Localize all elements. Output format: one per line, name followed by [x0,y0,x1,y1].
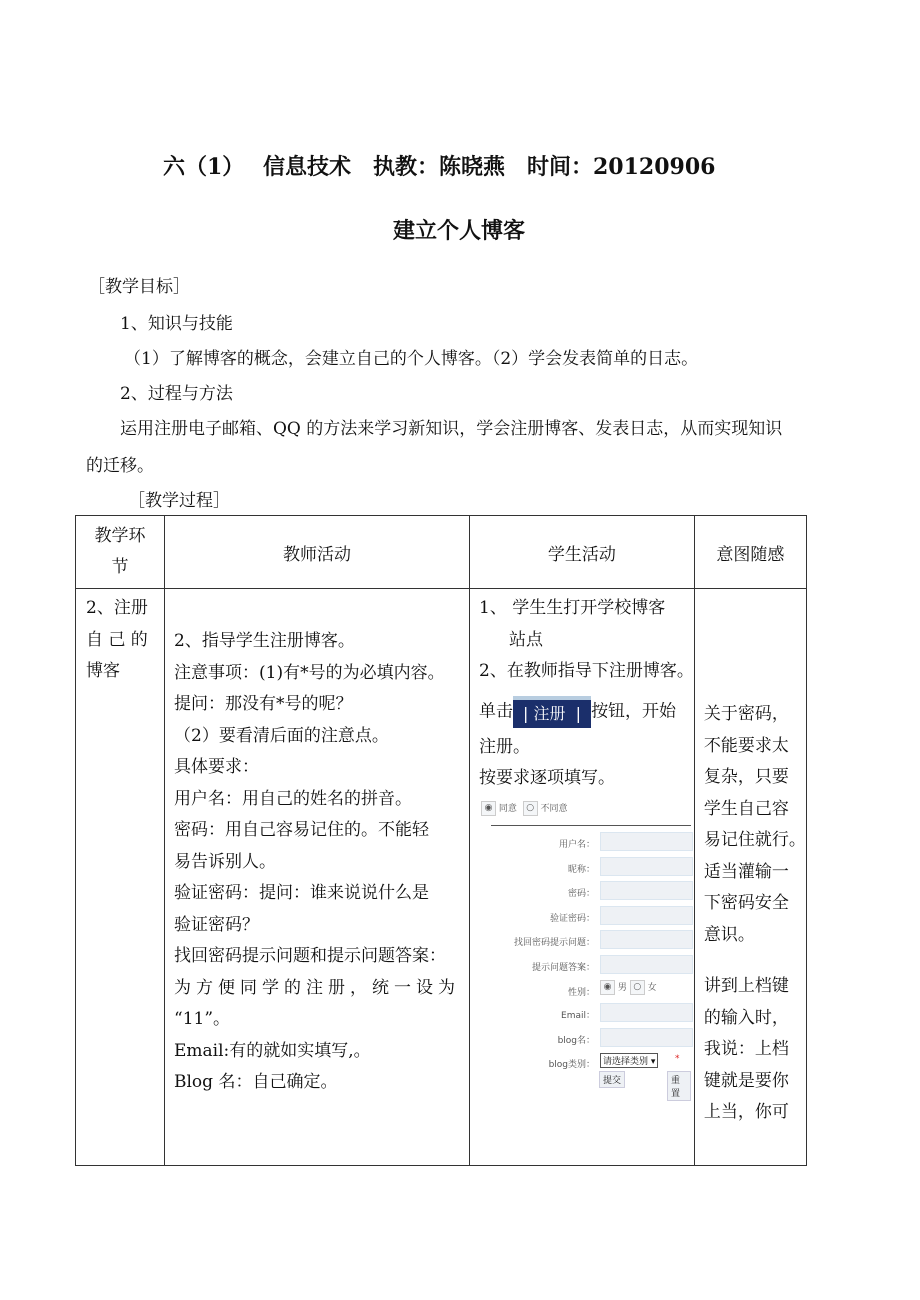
header-cell: 意图随感 [694,516,806,589]
header-line: 六（1） 信息技术 执教：陈晓燕 时间：20120906 [163,154,716,180]
header-stage-label: 教学环节 [94,525,146,577]
header-cell: 教师活动 [165,516,470,589]
stage-cell: 2、注册 自 己 的 博客 [76,589,165,1166]
goal-process: 2、过程与方法 [120,384,233,404]
register-button-image: | 注册 | [513,696,591,728]
lesson-table [75,515,807,1166]
teacher-activity-cell: 2、指导学生注册博客。 注意事项：(1)有*号的为必填内容。 提问：那没有*号的呢？ （2）要看清后面的注意点。 具体要求： 用户名：用自己的姓名的拼音。 密码：用自己容易记住的。不能轻 易告诉别人。 验证密码：提问：谁来说说什么是 验证密码？ 找回密码提示问题和提示问题答案： 为方便同学的注册，统一设为 “11”。 Email:有的就如实填写,。 Blog 名：自己确定。 [165,589,470,1166]
goal-knowledge: 1、知识与技能 [120,314,233,334]
goal-process-text-2: 的迁移。 [86,456,154,476]
student-activity-cell: 1、 学生生打开学校博客 站点 2、在教师指导下注册博客。 单击 | 注册 | 按钮，开始 注册。 按要求逐项填写。 ◉ 同意 ○ 不同意 用户名： 昵称： 密码： 验证密码： 找回密码提示问题： 提示问题答案： 性别： ◉ 男 ○ 女 Email： blog名： blog类别： 请选择类别 ▾ * 提交 重置 [470,589,695,1166]
goals-heading: ［教学目标］ [88,277,190,297]
radio-checked-icon: ◉ [481,801,496,816]
lesson-title: 建立个人博客 [393,218,526,244]
radio-icon: ○ [523,801,538,816]
registration-form-image: ◉ 同意 ○ 不同意 用户名： 昵称： 密码： 验证密码： 找回密码提示问题： 提示问题答案： 性别： ◉ 男 ○ 女 Email： blog名： blog类别： 请选择类别 ▾ * 提交 重置 [479,795,691,1095]
goal-knowledge-text: （1）了解博客的概念，会建立自己的个人博客。（2）学会发表简单的日志。 [124,349,699,369]
process-heading: ［教学过程］ [128,491,230,511]
reflection-cell: 关于密码， 不能要求太 复杂，只要 学生自己容 易记住就行。 适当灌输一 下密码安全 意识。 讲到上档键 的输入时， 我说：上档 键就是要你 上当，你可 [694,589,806,1166]
header-cell: 学生活动 [470,516,695,589]
goal-process-text: 运用注册电子邮箱、QQ 的方法来学习新知识，学会注册博客、发表日志，从而实现知识 [120,419,783,439]
header-cell [76,516,165,589]
